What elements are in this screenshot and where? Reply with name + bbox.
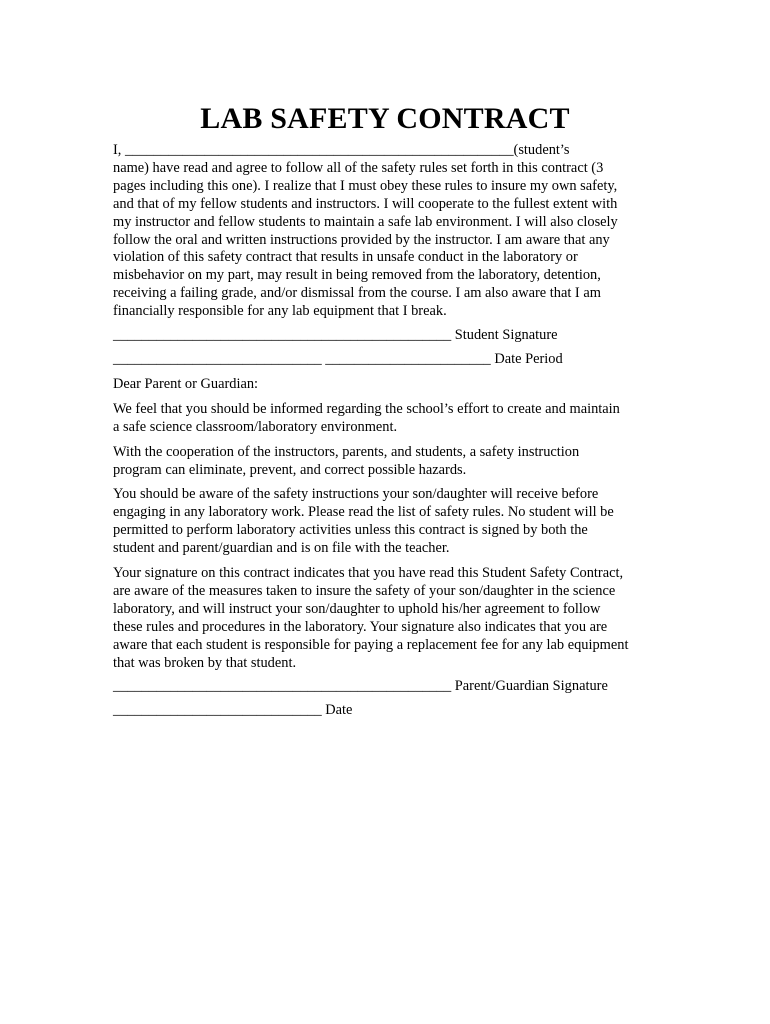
- paragraph-safety-instructions: You should be aware of the safety instructions your son/daughter will receive before engaging in any laboratory work. Please read the list of safety rules. No student will be permitted to perform laboratory activities unless this contract is signed by both the student and parent/guardian and is on file with the teacher.: [113, 486, 614, 557]
- date-line: _____________________________ Date: [113, 702, 353, 719]
- paragraph-school-effort: We feel that you should be informed regarding the school’s effort to create and maintain a safe science classroom/laboratory environment.: [113, 400, 620, 435]
- parent-signature-line: _______________________________________________ Parent/Guardian Signature: [113, 678, 608, 695]
- page-title: LAB SAFETY CONTRACT: [200, 102, 570, 135]
- salutation: Dear Parent or Guardian:: [113, 375, 259, 392]
- student-signature-line: _______________________________________________ Student Signature: [113, 327, 558, 344]
- contract-body: [113, 142, 673, 720]
- paragraph-signature-meaning: Your signature on this contract indicates that you have read this Student Safety Contract, are aware of the measures taken to insure the safety of your son/daughter in the science laboratory, and will instruct your son/daughter to uphold his/her agreement to follow these rules and procedures in the laboratory. Your signature also indicates that you are aware that each student is responsible for paying a replacement fee for any lab equipment that was broken by that student.: [113, 565, 629, 671]
- paragraph-cooperation: With the cooperation of the instructors, parents, and students, a safety instruction program can eliminate, prevent, and correct possible hazards.: [113, 443, 580, 478]
- intro-paragraph: I, ______________________________________________________(student’s name) have read and agree to follow all of the safety rules set forth in this contract (3 pages including this one). I realize that I must obey these rules to insure my own safety, and that of my fellow students and instructors. I will cooperate to the fullest extent with my instructor and fellow students to maintain a safe lab environment. I will also closely follow the oral and written instructions provided by the instructor. I am aware that any violation of this safety contract that results in unsafe conduct in the laboratory or misbehavior on my part, may result in being removed from the laboratory, detention, receiving a failing grade, and/or dismissal from the course. I am also aware that I am financially responsible for any lab equipment that I break.: [113, 142, 618, 320]
- date-period-line: _____________________________ _______________________ Date Period: [113, 350, 563, 367]
